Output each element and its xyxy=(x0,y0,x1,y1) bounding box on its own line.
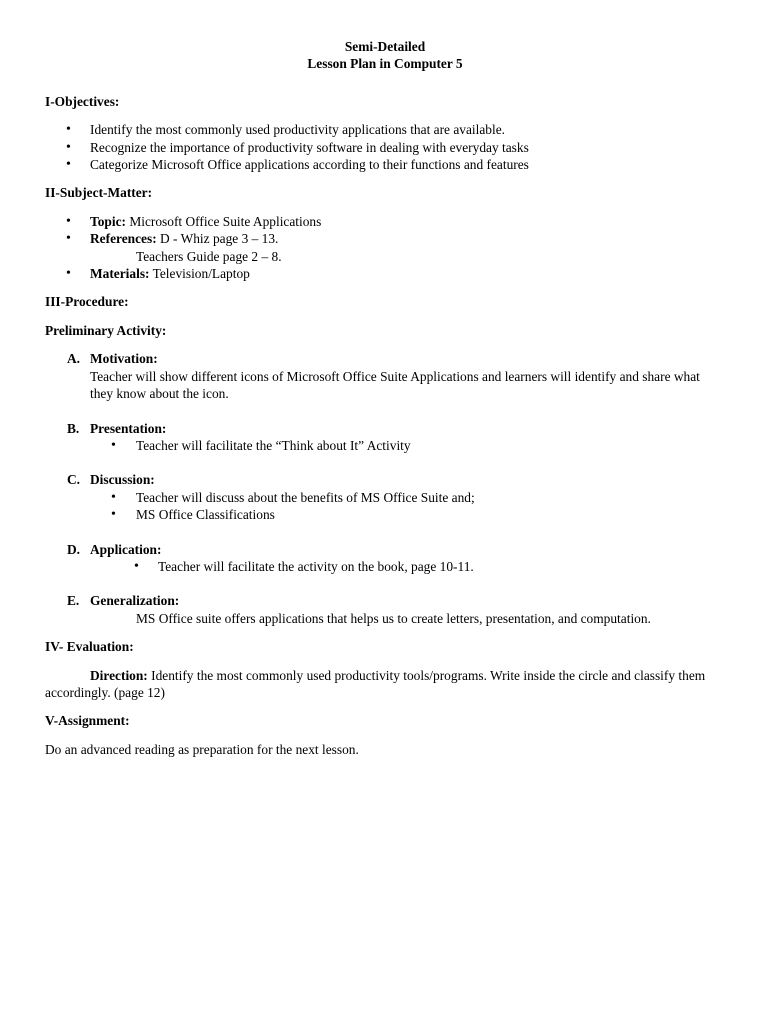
subject-matter-list xyxy=(45,213,725,283)
references-label: References: xyxy=(90,231,157,247)
topic-value: Microsoft Office Suite Applications xyxy=(125,213,322,229)
materials-label: Materials: xyxy=(90,266,150,282)
presentation-label: Presentation: xyxy=(90,420,167,436)
generalization-section xyxy=(45,592,725,609)
generalization-text: MS Office suite offers applications that helps us to create letters, presentation, and computation. xyxy=(136,610,651,626)
materials-value: Television/Laptop xyxy=(149,266,250,282)
evaluation-direction xyxy=(45,667,725,702)
application-section xyxy=(45,541,725,558)
direction-label: Direction: xyxy=(90,667,148,683)
materials-item xyxy=(45,265,725,282)
discussion-item: • MS Office Classifications xyxy=(45,506,725,523)
discussion-list xyxy=(45,489,725,524)
objective-item: • Identify the most commonly used productivity applications that are available. xyxy=(45,121,725,138)
references-value: D - Whiz page 3 – 13. xyxy=(156,231,279,247)
application-item: • Teacher will facilitate the activity on the book, page 10-11. xyxy=(45,558,725,575)
document-page xyxy=(45,38,725,758)
motivation-section xyxy=(45,350,725,402)
application-list xyxy=(45,558,725,575)
topic-label: Topic: xyxy=(90,213,126,229)
assignment-text: Do an advanced reading as preparation for the next lesson. xyxy=(45,741,359,757)
presentation-letter: B. xyxy=(67,420,80,436)
topic-item xyxy=(45,213,725,230)
motivation-label: Motivation: xyxy=(90,351,158,367)
objective-item: • Categorize Microsoft Office applications according to their functions and features xyxy=(45,156,725,173)
procedure-heading: III-Procedure: xyxy=(45,294,129,310)
motivation-text: Teacher will show different icons of Microsoft Office Suite Applications and learners will identify and share what they know about the icon. xyxy=(90,368,700,402)
title-line-2: Lesson Plan in Computer 5 xyxy=(307,56,463,72)
discussion-label: Discussion: xyxy=(90,472,155,488)
motivation-letter: A. xyxy=(67,351,81,367)
discussion-item: • Teacher will discuss about the benefits of MS Office Suite and; xyxy=(45,489,725,506)
assignment-heading: V-Assignment: xyxy=(45,713,130,729)
generalization-label: Generalization: xyxy=(90,593,180,609)
subject-matter-heading: II-Subject-Matter: xyxy=(45,185,153,201)
generalization-letter: E. xyxy=(67,593,80,609)
title-line-1: Semi-Detailed xyxy=(344,39,426,54)
discussion-section xyxy=(45,471,725,488)
direction-text: Identify the most commonly used productivity tools/programs. Write inside the circle and classify them accordingly. (page 12) xyxy=(45,667,706,700)
application-letter: D. xyxy=(67,541,81,557)
objectives-list xyxy=(45,121,725,173)
references-continuation: Teachers Guide page 2 – 8. xyxy=(136,248,282,264)
references-item xyxy=(45,230,725,247)
objectives-heading: I-Objectives: xyxy=(45,93,120,109)
preliminary-activity-heading: Preliminary Activity: xyxy=(45,322,167,338)
application-label: Application: xyxy=(90,541,162,557)
document-title xyxy=(45,38,725,73)
presentation-section xyxy=(45,420,725,437)
objective-item: • Recognize the importance of productivity software in dealing with everyday tasks xyxy=(45,139,725,156)
presentation-item: • Teacher will facilitate the “Think about It” Activity xyxy=(45,437,725,454)
discussion-letter: C. xyxy=(67,472,81,488)
presentation-list xyxy=(45,437,725,454)
evaluation-heading: IV- Evaluation: xyxy=(45,639,134,655)
